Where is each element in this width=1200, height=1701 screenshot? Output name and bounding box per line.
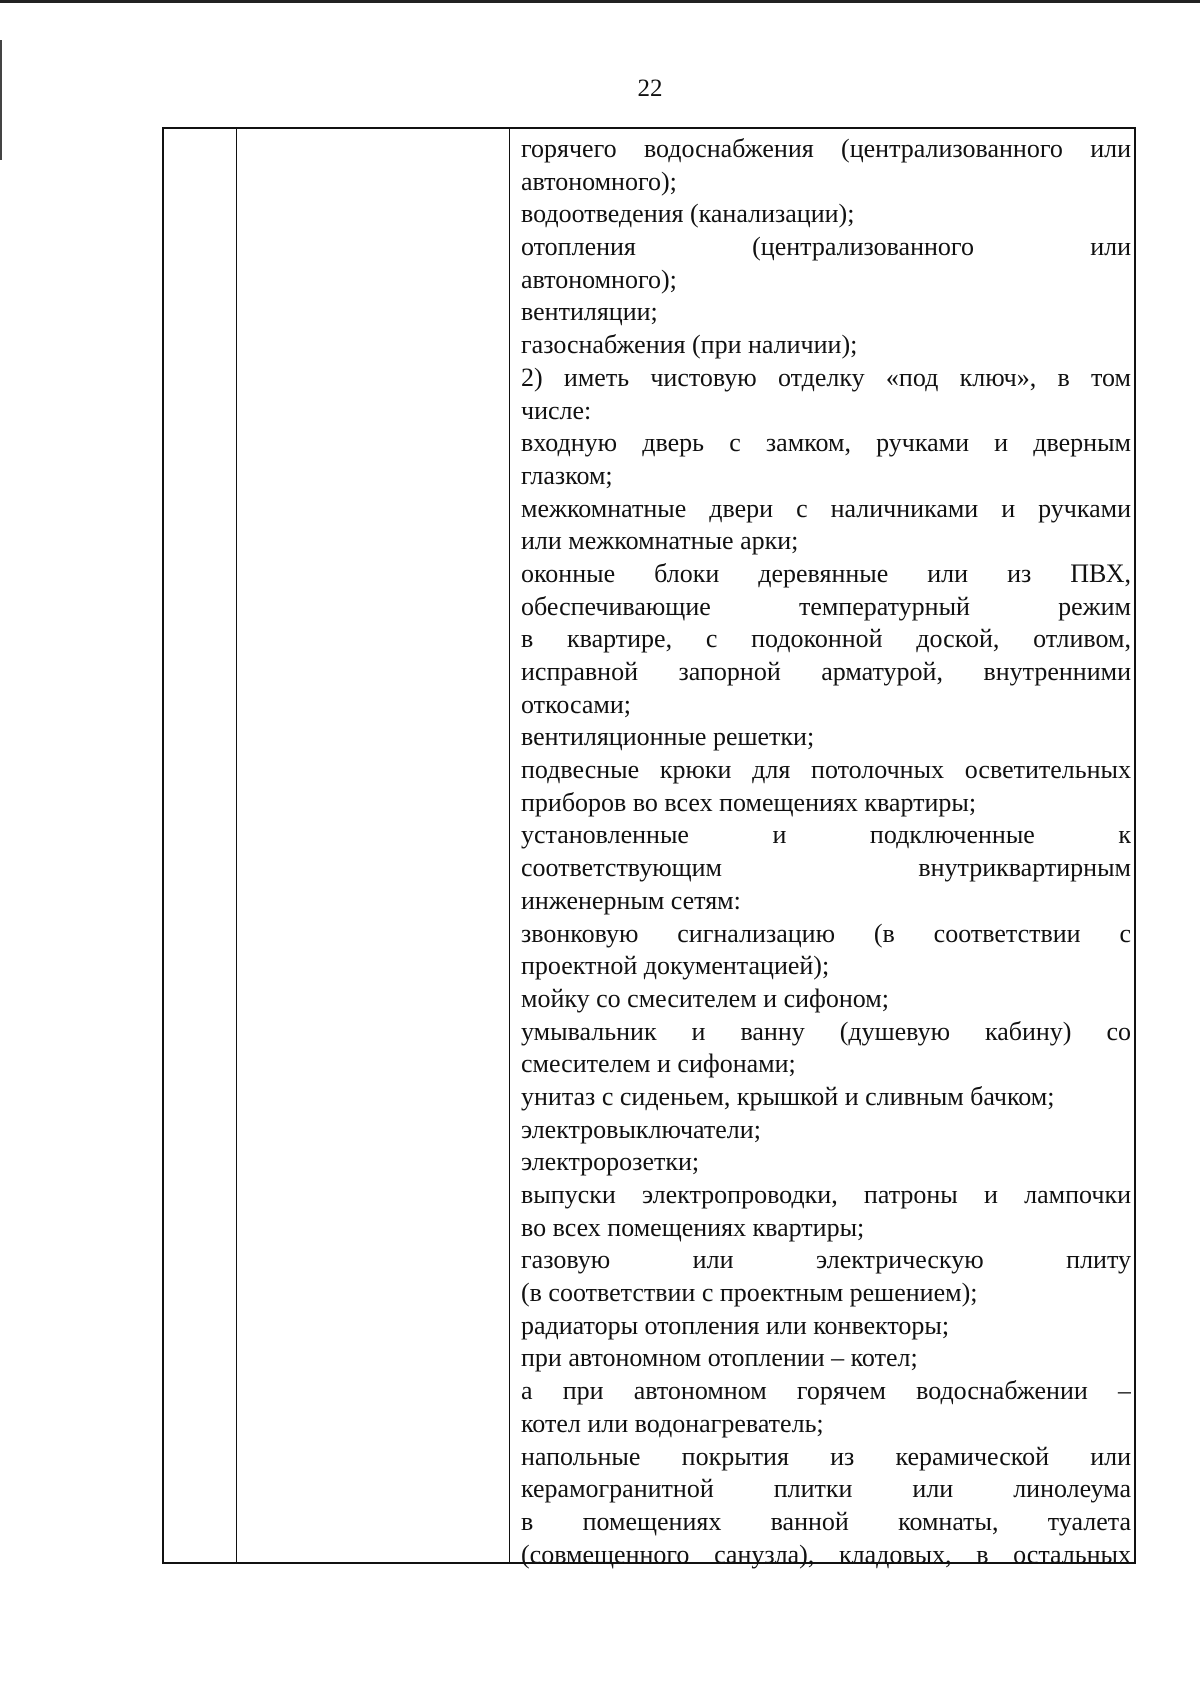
column-divider-2 [509, 129, 510, 1562]
text-line: вентиляции; [521, 297, 658, 327]
text-line: отопления (централизованного или [521, 232, 1131, 262]
text-line: или межкомнатные арки; [521, 526, 799, 556]
text-line: электророзетки; [521, 1147, 700, 1177]
text-line: обеспечивающие температурный режим [521, 591, 1131, 621]
text-line: вентиляционные решетки; [521, 722, 815, 752]
text-line: подвесные крюки для потолочных осветительных [521, 755, 1131, 785]
text-line: глазком; [521, 460, 613, 490]
text-line: 2) иметь чистовую отделку «под ключ», в том [521, 362, 1131, 392]
text-line: инженерным сетям: [521, 885, 741, 915]
text-line: числе: [521, 395, 592, 425]
text-line: во всех помещениях квартиры; [521, 1212, 865, 1242]
text-line: проектной документацией); [521, 951, 830, 981]
text-line: приборов во всех помещениях квартиры; [521, 787, 977, 817]
text-line: керамогранитной плитки или линолеума [521, 1474, 1131, 1504]
text-line: газоснабжения (при наличии); [521, 330, 858, 360]
text-line: входную дверь с замком, ручками и дверным [521, 428, 1131, 458]
text-line: (совмещенного санузла), кладовых, в остальных [521, 1539, 1131, 1569]
text-line: исправной запорной арматурой, внутренними [521, 657, 1131, 686]
text-line: мойку со смесителем и сифоном; [521, 983, 889, 1013]
scan-edge-top [0, 0, 1200, 3]
text-line: соответствующим внутриквартирным [521, 853, 1131, 883]
text-line: электровыключатели; [521, 1114, 761, 1144]
table-cell-requirements-text [521, 133, 1131, 1571]
text-line: радиаторы отопления или конвекторы; [521, 1310, 950, 1340]
text-line: котел или водонагреватель; [521, 1408, 824, 1438]
text-line: горячего водоснабжения (централизованного или [521, 134, 1131, 163]
text-line: газовую или электрическую плиту [521, 1245, 1131, 1275]
text-line: унитаз с сиденьем, крышкой и сливным бачком; [521, 1081, 1055, 1111]
text-line: а при автономном горячем водоснабжении – [521, 1376, 1131, 1406]
text-line: водоотведения (канализации); [521, 199, 855, 229]
requirements-table [162, 127, 1136, 1569]
text-line: выпуски электропроводки, патроны и лампочки [521, 1180, 1131, 1209]
text-line: напольные покрытия из керамической или [521, 1441, 1131, 1471]
text-line: автономного); [521, 264, 677, 294]
text-line: межкомнатные двери с наличниками и ручками [521, 493, 1131, 523]
page-number: 22 [637, 75, 663, 102]
text-line: звонковую сигнализацию (в соответствии с [521, 918, 1131, 948]
column-divider-1 [236, 129, 237, 1562]
text-line: оконные блоки деревянные или из ПВХ, [521, 558, 1131, 588]
text-line: при автономном отоплении – котел; [521, 1343, 918, 1373]
text-line: умывальник и ванну (душевую кабину) со [521, 1016, 1131, 1046]
text-line: (в соответствии с проектным решением); [521, 1278, 978, 1308]
text-line: автономного); [521, 166, 677, 196]
text-line: установленные и подключенные к [521, 820, 1131, 850]
text-line: смесителем и сифонами; [521, 1049, 796, 1079]
text-line: в помещениях ванной комнаты, туалета [521, 1506, 1131, 1536]
text-line: в квартире, с подоконной доской, отливом, [521, 624, 1131, 654]
text-line: откосами; [521, 689, 631, 719]
